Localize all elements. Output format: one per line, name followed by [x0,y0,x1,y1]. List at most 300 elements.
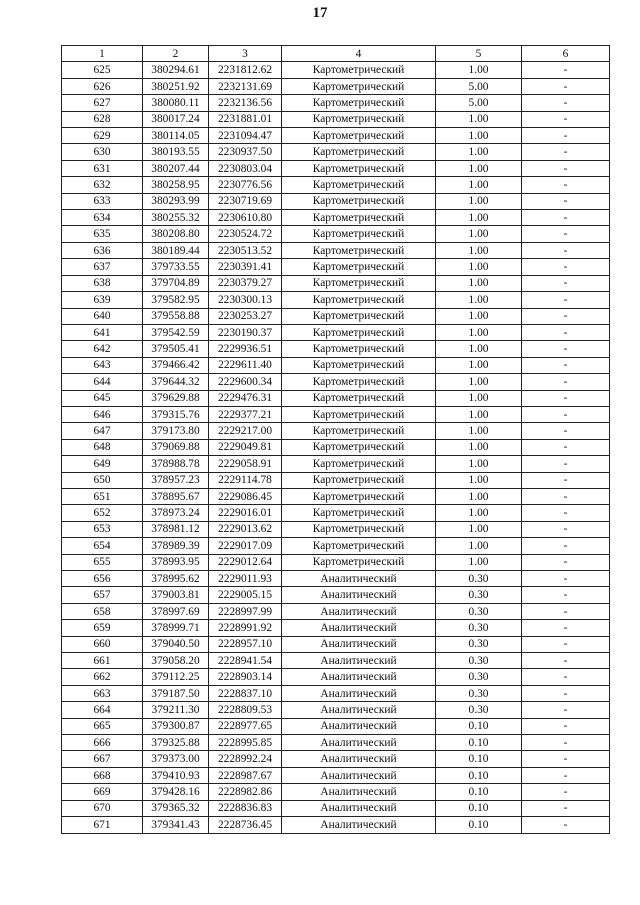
point-number-cell: 643 [62,357,143,373]
note-cell: - [522,423,610,439]
y-coordinate-cell: 2230513.52 [209,242,282,258]
method-cell: Аналитический [282,751,436,767]
point-number-cell: 651 [62,488,143,504]
accuracy-cell: 1.00 [436,374,522,390]
accuracy-cell: 1.00 [436,242,522,258]
accuracy-cell: 0.30 [436,571,522,587]
method-cell: Аналитический [282,784,436,800]
table-row [62,128,610,144]
accuracy-cell: 1.00 [436,423,522,439]
point-number-cell: 625 [62,62,143,78]
point-number-cell: 634 [62,210,143,226]
point-number-cell: 654 [62,538,143,554]
note-cell: - [522,488,610,504]
method-cell: Картометрический [282,505,436,521]
y-coordinate-cell: 2230803.04 [209,160,282,176]
accuracy-cell: 0.30 [436,702,522,718]
point-number-cell: 650 [62,472,143,488]
x-coordinate-cell: 380294.61 [143,62,209,78]
table-body [62,62,610,833]
x-coordinate-cell: 379644.32 [143,374,209,390]
x-coordinate-cell: 379582.95 [143,292,209,308]
note-cell: - [522,242,610,258]
y-coordinate-cell: 2229217.00 [209,423,282,439]
table-row [62,406,610,422]
y-coordinate-cell: 2228991.92 [209,620,282,636]
column-header-4: 4 [282,46,436,62]
method-cell: Картометрический [282,193,436,209]
method-cell: Аналитический [282,653,436,669]
table-row [62,456,610,472]
table-row [62,210,610,226]
point-number-cell: 635 [62,226,143,242]
table-row [62,735,610,751]
y-coordinate-cell: 2230379.27 [209,275,282,291]
y-coordinate-cell: 2230524.72 [209,226,282,242]
y-coordinate-cell: 2230719.69 [209,193,282,209]
point-number-cell: 626 [62,78,143,94]
method-cell: Картометрический [282,226,436,242]
point-number-cell: 642 [62,341,143,357]
x-coordinate-cell: 379428.16 [143,784,209,800]
point-number-cell: 656 [62,571,143,587]
accuracy-cell: 1.00 [436,472,522,488]
note-cell: - [522,817,610,833]
method-cell: Картометрический [282,357,436,373]
point-number-cell: 631 [62,160,143,176]
y-coordinate-cell: 2228957.10 [209,636,282,652]
table-row [62,439,610,455]
method-cell: Аналитический [282,767,436,783]
method-cell: Аналитический [282,620,436,636]
table-row [62,78,610,94]
y-coordinate-cell: 2229476.31 [209,390,282,406]
accuracy-cell: 1.00 [436,62,522,78]
y-coordinate-cell: 2229058.91 [209,456,282,472]
accuracy-cell: 1.00 [436,439,522,455]
note-cell: - [522,374,610,390]
point-number-cell: 665 [62,718,143,734]
column-header-3: 3 [209,46,282,62]
table-row [62,505,610,521]
table-row [62,817,610,833]
accuracy-cell: 0.10 [436,784,522,800]
point-number-cell: 655 [62,554,143,570]
method-cell: Картометрический [282,488,436,504]
accuracy-cell: 1.00 [436,128,522,144]
x-coordinate-cell: 379173.80 [143,423,209,439]
point-number-cell: 671 [62,817,143,833]
accuracy-cell: 1.00 [436,144,522,160]
table-row [62,751,610,767]
accuracy-cell: 1.00 [436,226,522,242]
method-cell: Картометрический [282,374,436,390]
table-row [62,144,610,160]
note-cell: - [522,472,610,488]
y-coordinate-cell: 2228977.65 [209,718,282,734]
table-row [62,718,610,734]
note-cell: - [522,210,610,226]
method-cell: Картометрический [282,439,436,455]
note-cell: - [522,685,610,701]
point-number-cell: 668 [62,767,143,783]
point-number-cell: 638 [62,275,143,291]
y-coordinate-cell: 2228809.53 [209,702,282,718]
y-coordinate-cell: 2230610.80 [209,210,282,226]
table-row [62,242,610,258]
method-cell: Картометрический [282,78,436,94]
method-cell: Аналитический [282,817,436,833]
point-number-cell: 639 [62,292,143,308]
table-row [62,226,610,242]
x-coordinate-cell: 380293.99 [143,193,209,209]
x-coordinate-cell: 379069.88 [143,439,209,455]
y-coordinate-cell: 2228941.54 [209,653,282,669]
point-number-cell: 660 [62,636,143,652]
x-coordinate-cell: 380208.80 [143,226,209,242]
y-coordinate-cell: 2229086.45 [209,488,282,504]
y-coordinate-cell: 2230776.56 [209,177,282,193]
x-coordinate-cell: 379300.87 [143,718,209,734]
note-cell: - [522,193,610,209]
note-cell: - [522,456,610,472]
x-coordinate-cell: 378957.23 [143,472,209,488]
accuracy-cell: 0.30 [436,669,522,685]
table-row [62,390,610,406]
accuracy-cell: 0.30 [436,636,522,652]
y-coordinate-cell: 2231094.47 [209,128,282,144]
method-cell: Картометрический [282,275,436,291]
x-coordinate-cell: 379315.76 [143,406,209,422]
note-cell: - [522,636,610,652]
point-number-cell: 641 [62,324,143,340]
accuracy-cell: 0.10 [436,800,522,816]
x-coordinate-cell: 380251.92 [143,78,209,94]
point-number-cell: 667 [62,751,143,767]
point-number-cell: 633 [62,193,143,209]
accuracy-cell: 0.10 [436,751,522,767]
method-cell: Картометрический [282,406,436,422]
table-row [62,177,610,193]
x-coordinate-cell: 379558.88 [143,308,209,324]
method-cell: Картометрический [282,456,436,472]
x-coordinate-cell: 379365.32 [143,800,209,816]
point-number-cell: 653 [62,521,143,537]
y-coordinate-cell: 2229114.78 [209,472,282,488]
x-coordinate-cell: 378989.39 [143,538,209,554]
y-coordinate-cell: 2228997.99 [209,603,282,619]
table-row [62,800,610,816]
table-row [62,554,610,570]
y-coordinate-cell: 2229005.15 [209,587,282,603]
y-coordinate-cell: 2229016.01 [209,505,282,521]
note-cell: - [522,784,610,800]
method-cell: Картометрический [282,259,436,275]
point-number-cell: 658 [62,603,143,619]
note-cell: - [522,226,610,242]
accuracy-cell: 1.00 [436,177,522,193]
column-header-2: 2 [143,46,209,62]
accuracy-cell: 1.00 [436,193,522,209]
accuracy-cell: 1.00 [436,390,522,406]
accuracy-cell: 5.00 [436,78,522,94]
accuracy-cell: 0.30 [436,620,522,636]
note-cell: - [522,275,610,291]
note-cell: - [522,751,610,767]
method-cell: Картометрический [282,292,436,308]
table-row [62,488,610,504]
note-cell: - [522,767,610,783]
accuracy-cell: 1.00 [436,324,522,340]
method-cell: Аналитический [282,800,436,816]
table-row [62,472,610,488]
method-cell: Аналитический [282,571,436,587]
accuracy-cell: 0.10 [436,735,522,751]
point-number-cell: 664 [62,702,143,718]
point-number-cell: 663 [62,685,143,701]
note-cell: - [522,390,610,406]
point-number-cell: 670 [62,800,143,816]
accuracy-cell: 1.00 [436,357,522,373]
table-row [62,111,610,127]
accuracy-cell: 1.00 [436,521,522,537]
x-coordinate-cell: 379542.59 [143,324,209,340]
accuracy-cell: 1.00 [436,275,522,291]
accuracy-cell: 1.00 [436,308,522,324]
x-coordinate-cell: 378973.24 [143,505,209,521]
point-number-cell: 632 [62,177,143,193]
note-cell: - [522,128,610,144]
note-cell: - [522,357,610,373]
accuracy-cell: 1.00 [436,456,522,472]
note-cell: - [522,653,610,669]
table-header [62,46,610,62]
y-coordinate-cell: 2230253.27 [209,308,282,324]
x-coordinate-cell: 378997.69 [143,603,209,619]
x-coordinate-cell: 378993.95 [143,554,209,570]
x-coordinate-cell: 380255.32 [143,210,209,226]
y-coordinate-cell: 2229017.09 [209,538,282,554]
method-cell: Картометрический [282,160,436,176]
note-cell: - [522,521,610,537]
method-cell: Картометрический [282,308,436,324]
table-row [62,571,610,587]
note-cell: - [522,308,610,324]
accuracy-cell: 1.00 [436,406,522,422]
method-cell: Аналитический [282,636,436,652]
method-cell: Аналитический [282,718,436,734]
method-cell: Аналитический [282,603,436,619]
point-number-cell: 649 [62,456,143,472]
point-number-cell: 662 [62,669,143,685]
x-coordinate-cell: 379112.25 [143,669,209,685]
y-coordinate-cell: 2228982.86 [209,784,282,800]
table-row [62,324,610,340]
accuracy-cell: 5.00 [436,95,522,111]
y-coordinate-cell: 2229049.81 [209,439,282,455]
method-cell: Аналитический [282,669,436,685]
coordinates-table [61,45,610,834]
method-cell: Картометрический [282,242,436,258]
y-coordinate-cell: 2230937.50 [209,144,282,160]
table-row [62,538,610,554]
note-cell: - [522,603,610,619]
point-number-cell: 648 [62,439,143,455]
y-coordinate-cell: 2228995.85 [209,735,282,751]
table-row [62,669,610,685]
accuracy-cell: 1.00 [436,210,522,226]
method-cell: Аналитический [282,587,436,603]
point-number-cell: 669 [62,784,143,800]
column-header-1: 1 [62,46,143,62]
note-cell: - [522,702,610,718]
note-cell: - [522,160,610,176]
table-row [62,259,610,275]
y-coordinate-cell: 2228836.83 [209,800,282,816]
table-row [62,603,610,619]
x-coordinate-cell: 380017.24 [143,111,209,127]
note-cell: - [522,587,610,603]
x-coordinate-cell: 379003.81 [143,587,209,603]
note-cell: - [522,439,610,455]
accuracy-cell: 1.00 [436,111,522,127]
point-number-cell: 647 [62,423,143,439]
accuracy-cell: 0.10 [436,817,522,833]
table-row [62,653,610,669]
point-number-cell: 628 [62,111,143,127]
table-row [62,685,610,701]
y-coordinate-cell: 2229377.21 [209,406,282,422]
note-cell: - [522,505,610,521]
note-cell: - [522,144,610,160]
accuracy-cell: 1.00 [436,538,522,554]
x-coordinate-cell: 379733.55 [143,259,209,275]
y-coordinate-cell: 2229611.40 [209,357,282,373]
accuracy-cell: 0.10 [436,767,522,783]
y-coordinate-cell: 2228903.14 [209,669,282,685]
table-row [62,374,610,390]
y-coordinate-cell: 2229013.62 [209,521,282,537]
y-coordinate-cell: 2229600.34 [209,374,282,390]
header-row [62,46,610,62]
table-row [62,341,610,357]
method-cell: Картометрический [282,521,436,537]
method-cell: Аналитический [282,702,436,718]
table-row [62,620,610,636]
note-cell: - [522,341,610,357]
note-cell: - [522,669,610,685]
accuracy-cell: 0.30 [436,653,522,669]
note-cell: - [522,538,610,554]
y-coordinate-cell: 2232131.69 [209,78,282,94]
x-coordinate-cell: 378995.62 [143,571,209,587]
method-cell: Картометрический [282,538,436,554]
note-cell: - [522,554,610,570]
x-coordinate-cell: 379629.88 [143,390,209,406]
accuracy-cell: 1.00 [436,292,522,308]
point-number-cell: 640 [62,308,143,324]
point-number-cell: 645 [62,390,143,406]
note-cell: - [522,292,610,308]
method-cell: Картометрический [282,341,436,357]
x-coordinate-cell: 380189.44 [143,242,209,258]
note-cell: - [522,259,610,275]
method-cell: Картометрический [282,390,436,406]
accuracy-cell: 1.00 [436,505,522,521]
x-coordinate-cell: 379040.50 [143,636,209,652]
point-number-cell: 666 [62,735,143,751]
table-row [62,193,610,209]
note-cell: - [522,735,610,751]
table-row [62,275,610,291]
accuracy-cell: 0.30 [436,603,522,619]
x-coordinate-cell: 380207.44 [143,160,209,176]
point-number-cell: 629 [62,128,143,144]
accuracy-cell: 1.00 [436,488,522,504]
y-coordinate-cell: 2228987.67 [209,767,282,783]
accuracy-cell: 1.00 [436,341,522,357]
point-number-cell: 657 [62,587,143,603]
table-row [62,62,610,78]
point-number-cell: 661 [62,653,143,669]
x-coordinate-cell: 379505.41 [143,341,209,357]
y-coordinate-cell: 2229936.51 [209,341,282,357]
accuracy-cell: 0.30 [436,587,522,603]
method-cell: Картометрический [282,210,436,226]
x-coordinate-cell: 378999.71 [143,620,209,636]
y-coordinate-cell: 2231812.62 [209,62,282,78]
accuracy-cell: 1.00 [436,259,522,275]
method-cell: Картометрический [282,62,436,78]
x-coordinate-cell: 380193.55 [143,144,209,160]
accuracy-cell: 1.00 [436,160,522,176]
note-cell: - [522,62,610,78]
point-number-cell: 646 [62,406,143,422]
table-row [62,702,610,718]
method-cell: Картометрический [282,95,436,111]
table-row [62,357,610,373]
x-coordinate-cell: 379466.42 [143,357,209,373]
accuracy-cell: 1.00 [436,554,522,570]
table-row [62,767,610,783]
note-cell: - [522,177,610,193]
point-number-cell: 652 [62,505,143,521]
point-number-cell: 636 [62,242,143,258]
x-coordinate-cell: 379211.30 [143,702,209,718]
note-cell: - [522,571,610,587]
method-cell: Картометрический [282,472,436,488]
x-coordinate-cell: 378895.67 [143,488,209,504]
x-coordinate-cell: 379373.00 [143,751,209,767]
table-row [62,292,610,308]
note-cell: - [522,800,610,816]
y-coordinate-cell: 2230300.13 [209,292,282,308]
method-cell: Аналитический [282,735,436,751]
y-coordinate-cell: 2229011.93 [209,571,282,587]
x-coordinate-cell: 379704.89 [143,275,209,291]
y-coordinate-cell: 2230391.41 [209,259,282,275]
y-coordinate-cell: 2228837.10 [209,685,282,701]
note-cell: - [522,718,610,734]
accuracy-cell: 0.30 [436,685,522,701]
method-cell: Картометрический [282,177,436,193]
x-coordinate-cell: 380258.95 [143,177,209,193]
x-coordinate-cell: 379187.50 [143,685,209,701]
method-cell: Аналитический [282,685,436,701]
method-cell: Картометрический [282,111,436,127]
table-row [62,160,610,176]
note-cell: - [522,406,610,422]
